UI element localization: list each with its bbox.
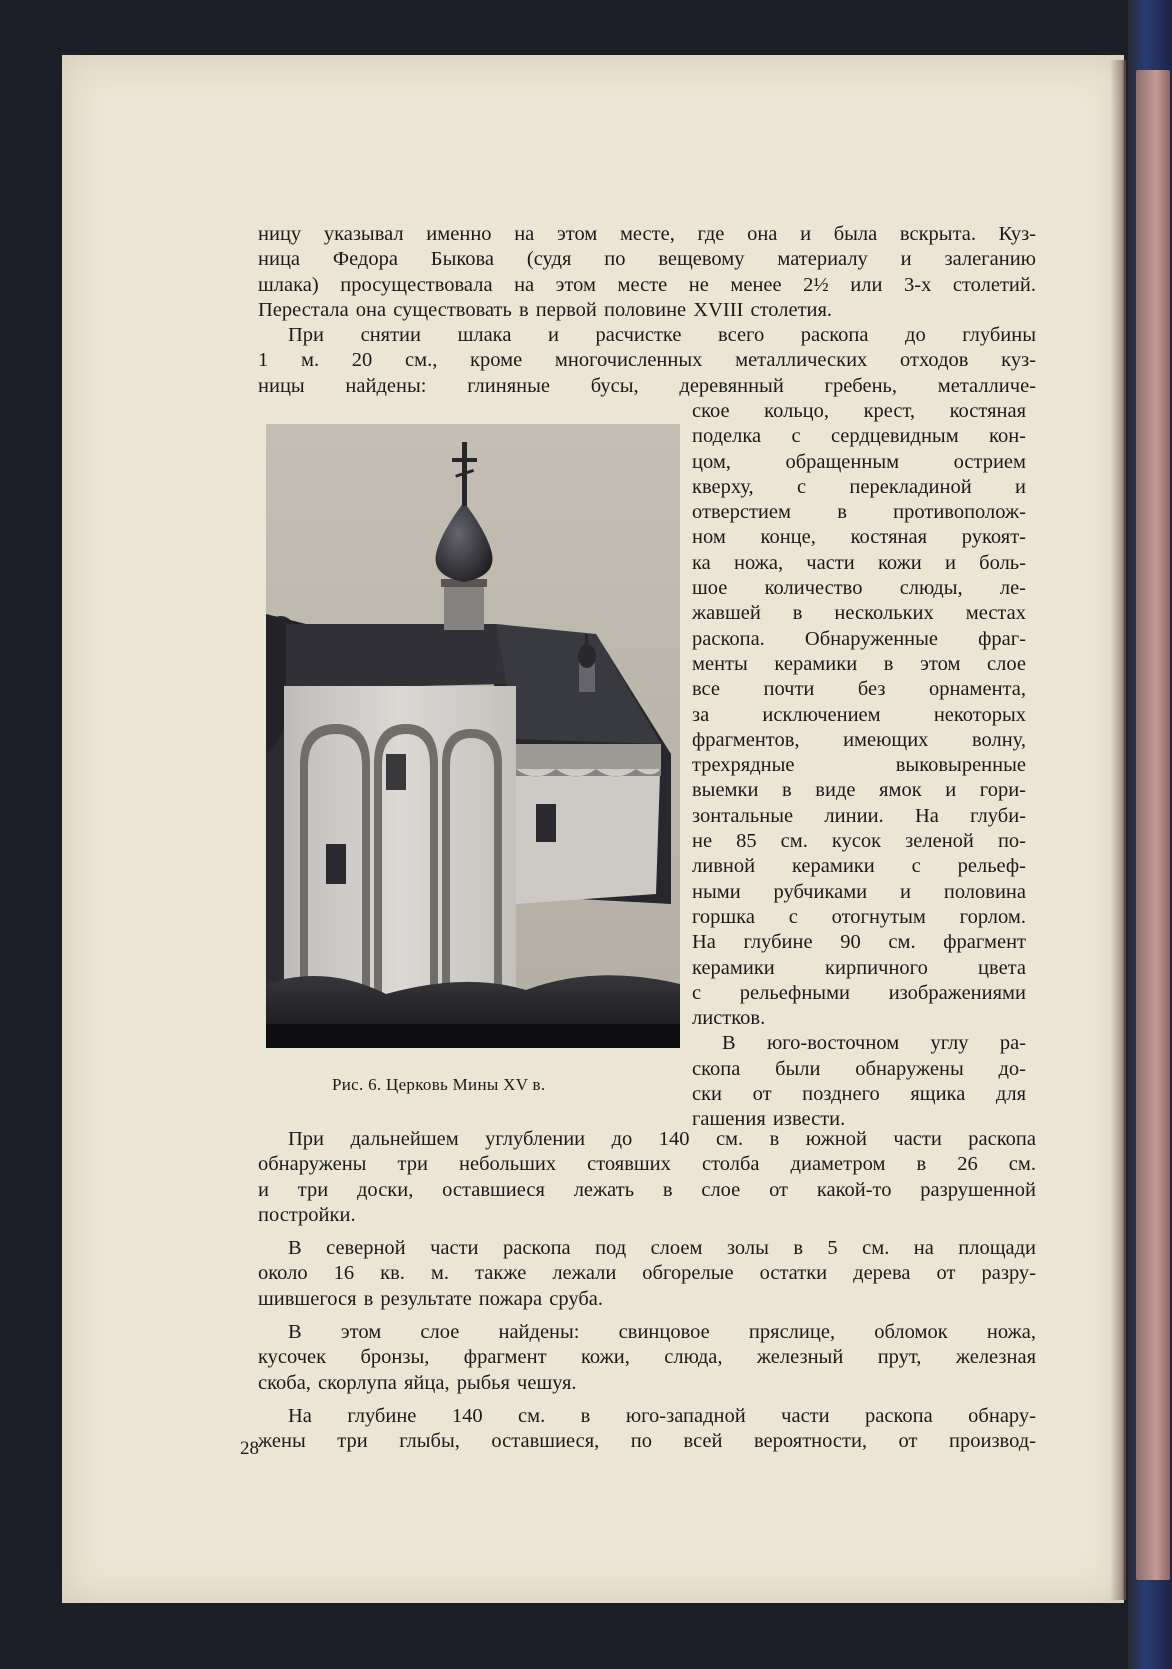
- page-gutter-shadow: [1110, 60, 1126, 1600]
- text-line: постройки.: [258, 1203, 356, 1226]
- text-line: ницу указывал именно на этом месте, где она и была вскрыта. Куз-: [258, 223, 1036, 245]
- text-line: цом, обращенным острием: [692, 450, 1026, 473]
- page-number: 28: [240, 1438, 259, 1459]
- text-line: гашения извести.: [692, 1108, 846, 1131]
- text-line: шившегося в результате пожара сруба.: [258, 1287, 603, 1310]
- text-line: ница Федора Быкова (судя по вещевому материалу и залеганию: [258, 248, 1036, 271]
- text-line: раскопа. Обнаруженные фраг-: [692, 627, 1026, 650]
- text-line: В этом слое найдены: свинцовое пряслице, обломок ножа,: [288, 1321, 1036, 1344]
- figure-caption: Рис. 6. Церковь Мины XV в.: [332, 1075, 546, 1094]
- text-line: ка ножа, части кожи и боль-: [692, 551, 1026, 574]
- text-line: ски от позднего ящика для: [692, 1083, 1026, 1106]
- text-line: и три доски, оставшиеся лежать в слое от какой-то разрушенной: [258, 1178, 1036, 1201]
- text-line: В юго-восточном углу ра-: [722, 1032, 1026, 1055]
- text-line: поделка с сердцевидным кон-: [692, 425, 1026, 448]
- text-line: шое количество слюды, ле-: [692, 577, 1026, 600]
- text-line: жавшей в нескольких местах: [692, 602, 1026, 625]
- text-line: скоба, скорлупа яйца, рыбья чешуя.: [258, 1371, 577, 1394]
- text-line: фрагментов, имеющих волну,: [692, 728, 1026, 751]
- text-line: ницы найдены: глиняные бусы, деревянный гребень, металличе-: [258, 374, 1036, 397]
- text-line: кусочек бронзы, фрагмент кожи, слюда, железный прут, железная: [258, 1346, 1036, 1369]
- text-line: листков.: [692, 1007, 766, 1030]
- text-line: менты керамики в этом слое: [692, 652, 1026, 675]
- text-line: не 85 см. кусок зеленой по-: [692, 830, 1026, 853]
- text-line: отверстием в противополож-: [692, 501, 1026, 524]
- text-line: 1 м. 20 см., кроме многочисленных металлических отходов куз-: [258, 349, 1036, 372]
- church-photo-icon: [266, 424, 680, 1048]
- text-line: При дальнейшем углублении до 140 см. в южной части раскопа: [288, 1128, 1036, 1150]
- text-line: При снятии шлака и расчистке всего раскопа до глубины: [288, 324, 1036, 347]
- text-line: шлака) просуществовала на этом месте не менее 2½ или 3-х столетий.: [258, 273, 1036, 296]
- text-line: керамики кирпичного цвета: [692, 956, 1026, 979]
- bottom-paragraphs: [258, 1127, 1036, 1455]
- text-line: трехрядные выковыренные: [692, 754, 1026, 777]
- text-line: скопа были обнаружены до-: [692, 1057, 1026, 1080]
- text-line: выемки в виде ямок и гори-: [692, 779, 1026, 802]
- text-line: ливной керамики с рельеф-: [692, 855, 1026, 878]
- text-line: зонтальные линии. На глуби-: [692, 804, 1026, 827]
- text-line: жены три глыбы, оставшиеся, по всей вероятности, от производ-: [258, 1430, 1036, 1453]
- top-paragraph: [258, 222, 1036, 399]
- text-line: все почти без орнамента,: [692, 678, 1026, 701]
- text-line: На глубине 140 см. в юго-западной части раскопа обнару-: [288, 1404, 1036, 1427]
- text-line: за исключением некоторых: [692, 703, 1026, 726]
- text-line: обнаружены три небольших стоявших столба диаметром в 26 см.: [258, 1153, 1036, 1176]
- text-line: Перестала она существовать в первой половине XVIII столетия.: [258, 298, 833, 321]
- text-line: кверху, с перекладиной и: [692, 475, 1026, 498]
- text-line: На глубине 90 см. фрагмент: [692, 931, 1026, 954]
- text-line: В северной части раскопа под слоем золы в 5 см. на площади: [288, 1237, 1036, 1260]
- next-page-edge: [1136, 70, 1170, 1580]
- text-line: с рельефными изображениями: [692, 981, 1026, 1004]
- side-paragraph: [692, 399, 1026, 1133]
- text-line: около 16 кв. м. также лежали обгорелые остатки дерева от разру-: [258, 1262, 1036, 1285]
- text-line: ными рубчиками и половина: [692, 880, 1026, 903]
- text-line: горшка с отогнутым горлом.: [692, 905, 1026, 928]
- text-line: ном конце, костяная рукоят-: [692, 526, 1026, 549]
- text-line: ское кольцо, крест, костяная: [692, 400, 1026, 422]
